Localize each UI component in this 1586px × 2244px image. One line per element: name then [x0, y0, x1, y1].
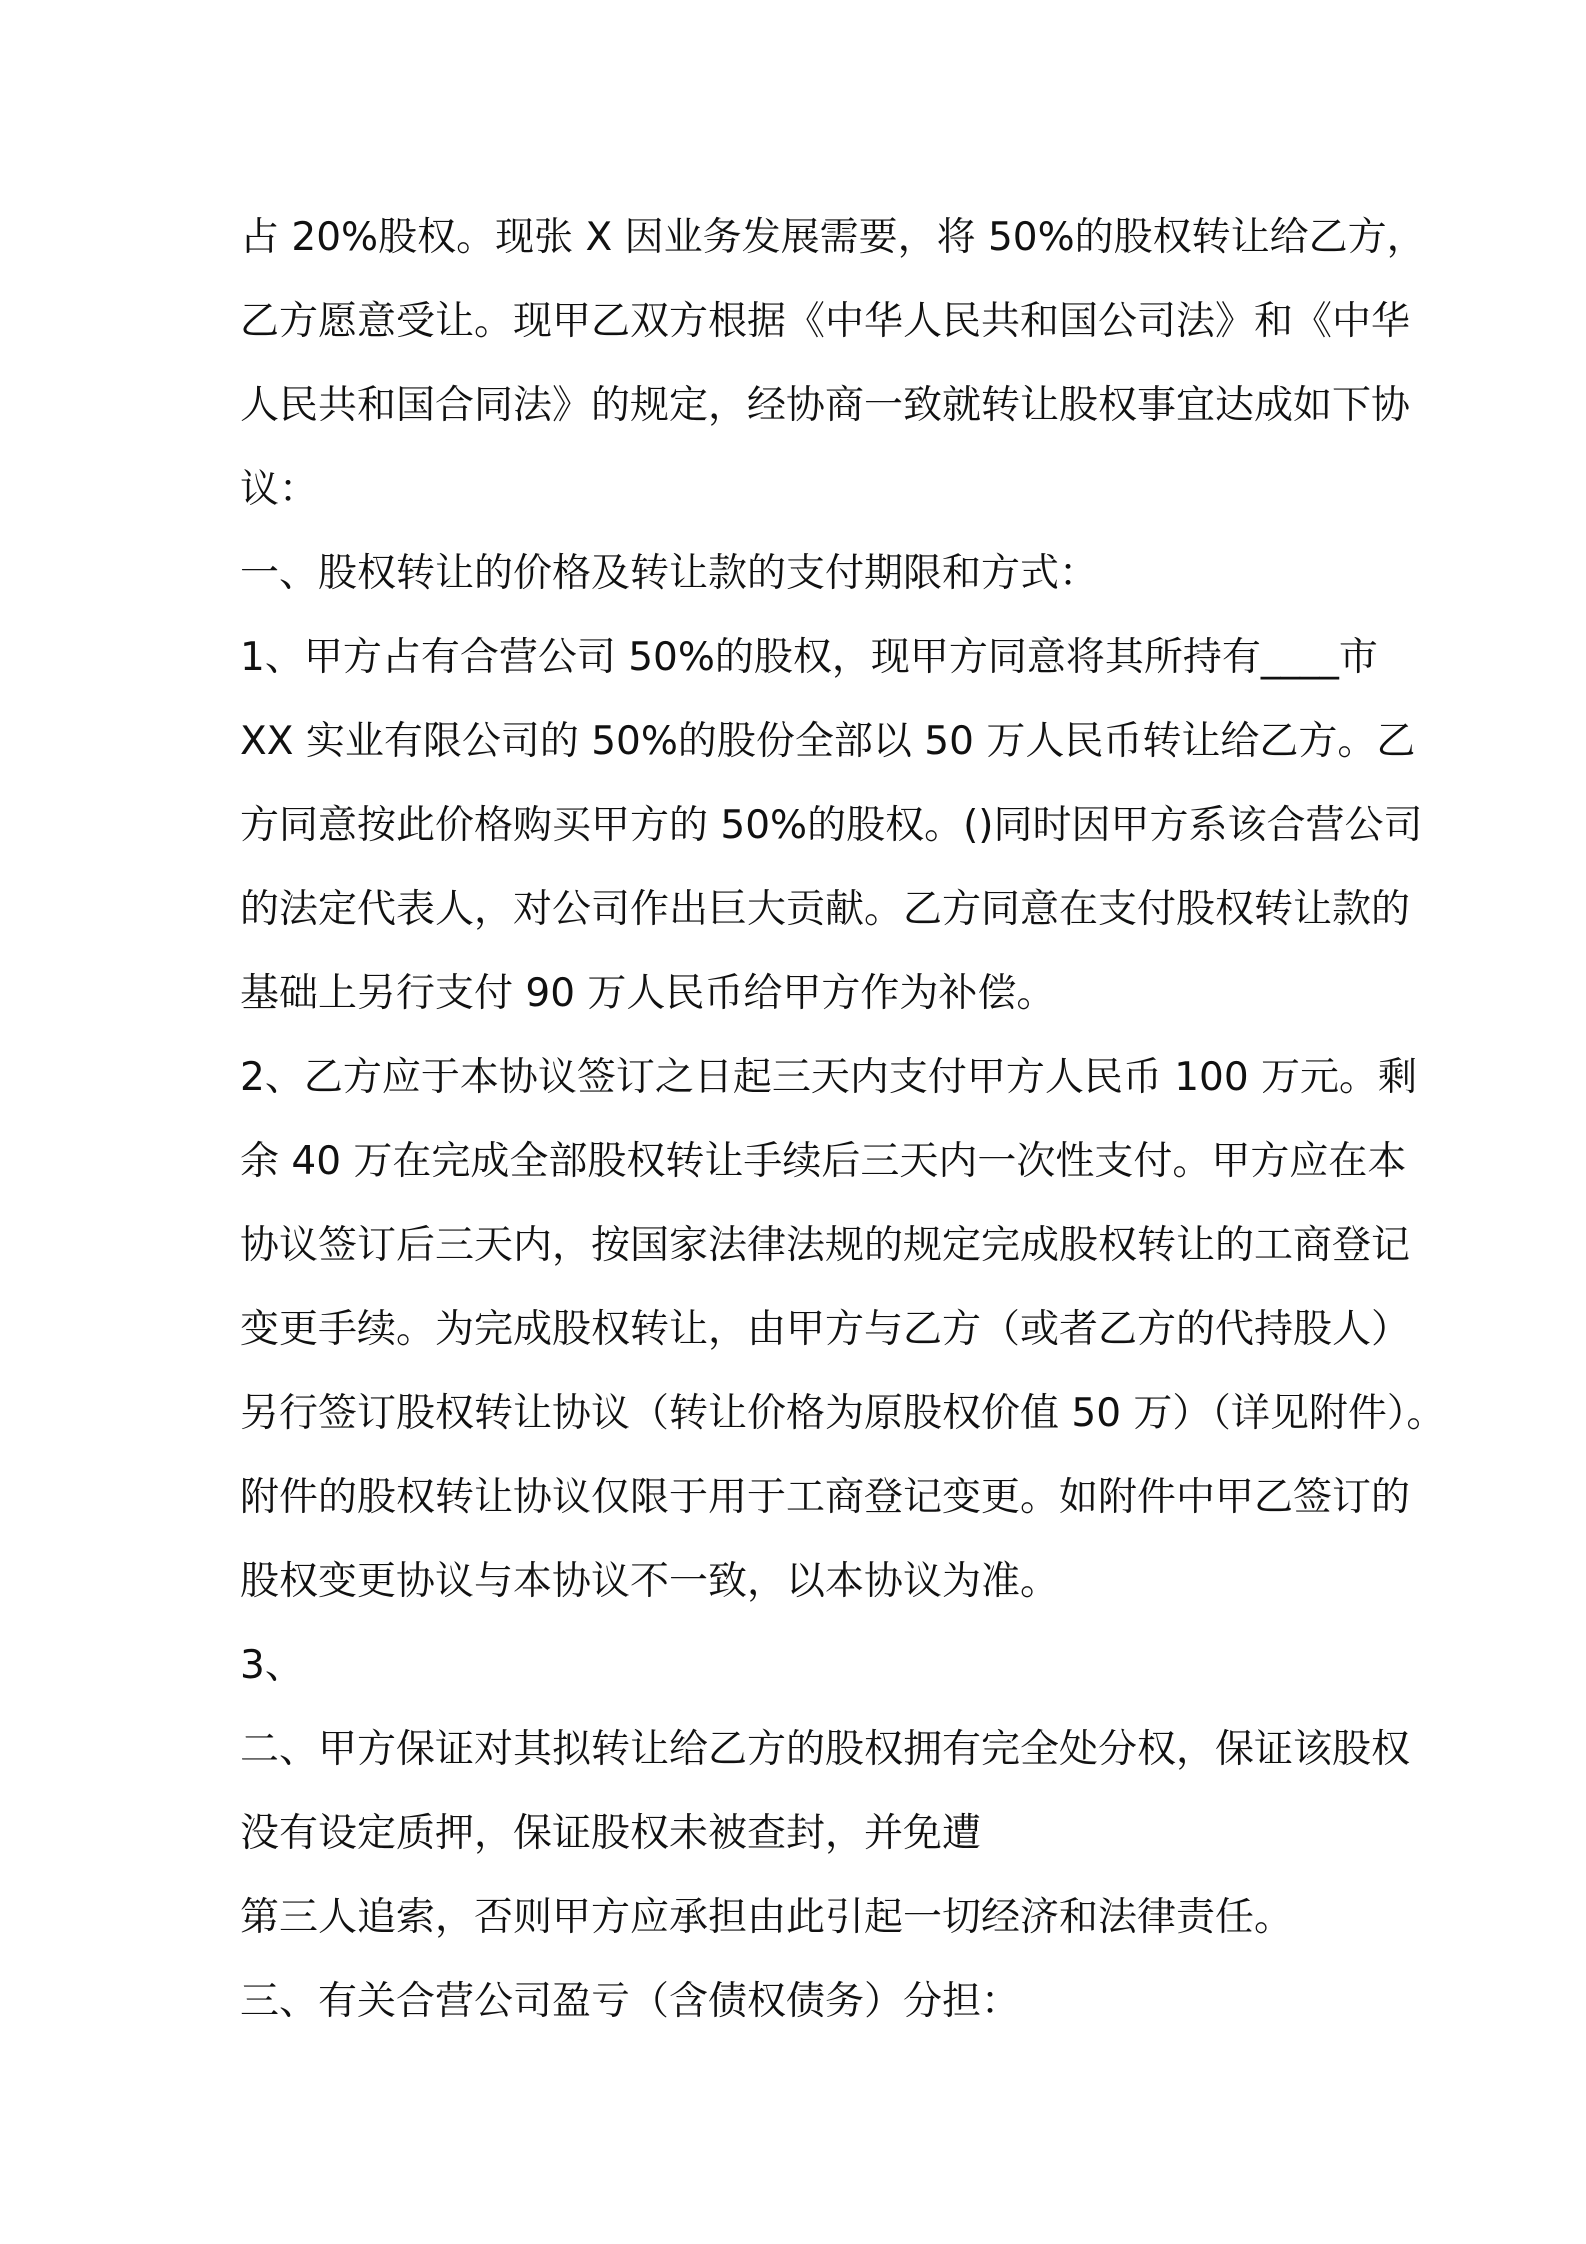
text-line: 附件的股权转让协议仅限于用于工商登记变更。如附件中甲乙签订的 [240, 1475, 1411, 1520]
text-line: 议： [240, 467, 319, 512]
text-line: 余 40 万在完成全部股权转让手续后三天内一次性支付。甲方应在本 [240, 1139, 1407, 1184]
text-line: 另行签订股权转让协议（转让价格为原股权价值 50 万）（详见附件）。 [240, 1391, 1446, 1436]
text-line: 1、甲方占有合营公司 50%的股权，现甲方同意将其所持有____市 [240, 635, 1378, 680]
section-heading-2: 二、甲方保证对其拟转让给乙方的股权拥有完全处分权，保证该股权 [240, 1727, 1411, 1772]
document-body [240, 196, 1446, 2044]
text-line: 第三人追索，否则甲方应承担由此引起一切经济和法律责任。 [240, 1895, 1294, 1940]
text-line: 乙方愿意受让。现甲乙双方根据《中华人民共和国公司法》和《中华 [240, 299, 1411, 344]
text-line: 占 20%股权。现张 X 因业务发展需要，将 50%的股权转让给乙方， [240, 215, 1426, 260]
section-heading-1: 一、股权转让的价格及转让款的支付期限和方式： [240, 551, 1099, 596]
text-line: 人民共和国合同法》的规定，经协商一致就转让股权事宜达成如下协 [240, 383, 1411, 428]
text-line: 的法定代表人，对公司作出巨大贡献。乙方同意在支付股权转让款的 [240, 887, 1411, 932]
text-line: 股权变更协议与本协议不一致，以本协议为准。 [240, 1559, 1060, 1604]
text-line: 没有设定质押，保证股权未被查封，并免遭 [240, 1811, 982, 1856]
text-line: 2、乙方应于本协议签订之日起三天内支付甲方人民币 100 万元。剩 [240, 1055, 1418, 1100]
section-heading-3: 三、有关合营公司盈亏（含债权债务）分担： [240, 1979, 1021, 2024]
item-number-3: 3、 [240, 1643, 304, 1688]
text-line: XX 实业有限公司的 50%的股份全部以 50 万人民币转让给乙方。乙 [240, 719, 1416, 764]
text-line: 基础上另行支付 90 万人民币给甲方作为补偿。 [240, 971, 1056, 1016]
text-line: 方同意按此价格购买甲方的 50%的股权。()同时因甲方系该合营公司 [240, 803, 1423, 848]
text-line: 协议签订后三天内，按国家法律法规的规定完成股权转让的工商登记 [240, 1223, 1411, 1268]
text-line: 变更手续。为完成股权转让，由甲方与乙方（或者乙方的代持股人） [240, 1307, 1411, 1352]
